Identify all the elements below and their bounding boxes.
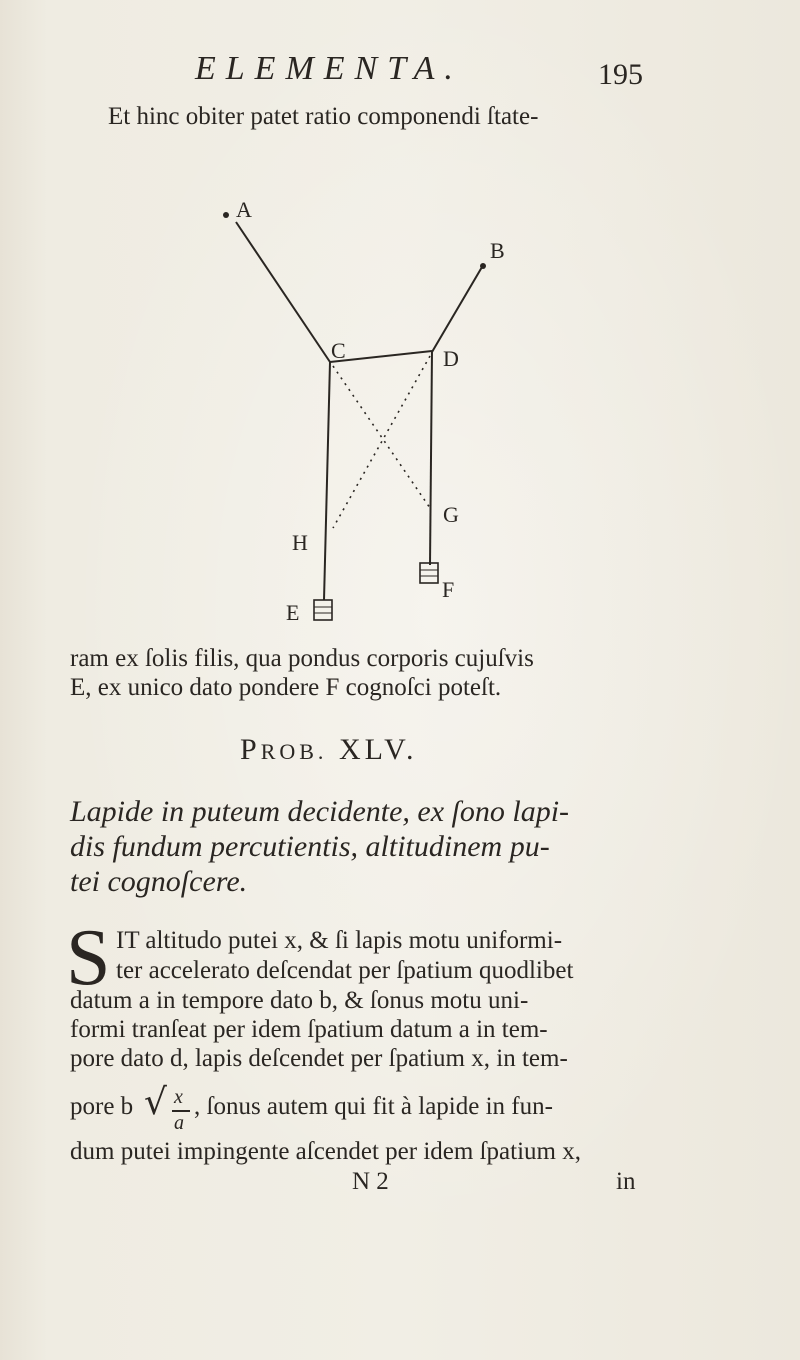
pulley-diagram [0, 0, 800, 640]
weight-f [420, 563, 438, 583]
solution-line-1: IT altitudo putei x, & ſi lapis motu uniformi- [116, 927, 563, 954]
solution-line-3: datum a in tempore dato b, & ſonus motu uni- [70, 987, 529, 1014]
line-bd [432, 267, 482, 352]
solution-line-6-suffix: , ſonus autem qui fit à lapide in fun- [194, 1093, 553, 1120]
label-e: E [286, 600, 300, 625]
dotted-line-cg [333, 366, 430, 508]
heading-number: XLV. [338, 733, 418, 766]
label-d: D [443, 346, 459, 371]
problem-heading [240, 733, 417, 767]
label-b: B [490, 238, 505, 263]
problem-statement-line-1: Lapide in puteum decidente, ex ſono lapi- [70, 795, 570, 828]
page-number: 195 [598, 58, 643, 91]
point-b-dot [480, 263, 486, 269]
solution-line-4: formi tranſeat per idem ſpatium datum a in tem- [70, 1016, 548, 1043]
dotted-line-dh [333, 356, 430, 528]
label-c: C [331, 338, 346, 363]
heading-prefix: P [240, 733, 261, 766]
solution-line-6-prefix: pore b [70, 1093, 134, 1120]
catchword: in [616, 1168, 636, 1195]
running-title: ELEMENTA. [195, 50, 463, 87]
heading-smallcaps: ROB. [260, 739, 328, 764]
line-ac [236, 222, 330, 362]
problem-statement-line-3: tei cognoſcere. [70, 865, 248, 898]
fraction-denominator: a [174, 1112, 184, 1134]
solution-line-2: ter accelerato deſcendat per ſpatium quodlibet [116, 957, 574, 984]
solution-line-7: dum putei impingente aſcendet per idem ſpatium x, [70, 1138, 581, 1165]
label-g: G [443, 502, 459, 527]
label-h: H [292, 530, 308, 555]
signature-mark: N 2 [352, 1168, 389, 1195]
after-diagram-line-2: E, ex unico dato pondere F cognoſci poteſt. [70, 674, 502, 701]
weight-e [314, 600, 332, 620]
top-text-line: Et hinc obiter patet ratio componendi ſtate- [108, 103, 539, 130]
after-diagram-line-1: ram ex ſolis filis, qua pondus corporis cujuſvis [70, 645, 534, 672]
radical-sign: √ [144, 1082, 167, 1123]
fraction-numerator: x [174, 1086, 183, 1108]
drop-capital: S [66, 914, 111, 1002]
problem-statement-line-2: dis fundum percutientis, altitudinem pu- [70, 830, 550, 863]
line-ce [324, 362, 330, 600]
line-df [430, 351, 432, 565]
solution-line-5: pore dato d, lapis deſcendet per ſpatium x, in tem- [70, 1045, 568, 1072]
label-f: F [442, 577, 455, 602]
label-a: A [236, 197, 252, 222]
point-a-dot [223, 212, 229, 218]
